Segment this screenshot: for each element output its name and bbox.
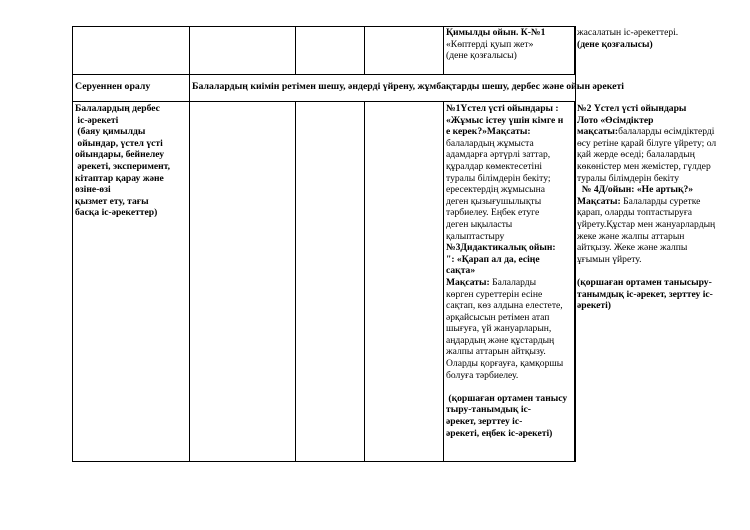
game3-body-line: аңдардың және құстардың [446, 334, 555, 346]
table-bottom-border [72, 461, 576, 462]
game2-goal-label: мақсаты: [577, 126, 619, 138]
row2-label: Серуеннен оралу [75, 81, 151, 92]
row1-col6-cell [577, 27, 747, 50]
game3-footer-line: әрекет, зерттеу іс- [446, 416, 523, 428]
game3-title-end: сақта» [446, 265, 476, 277]
game4-goal-label: Мақсаты: [577, 195, 621, 207]
game4-body-line: үйрету.Құстар мен жануарлардың [577, 218, 716, 230]
row3-col1-line: басқа іс-әрекеттер) [75, 207, 158, 219]
game3-body-line: сақтап, көз алдына елестете, [446, 300, 563, 312]
game3-footer-line: тыру-танымдық іс- [446, 404, 531, 416]
game3-body-line: жалпы аттарын айтқызу. [446, 346, 546, 358]
game3-body-line: шығуға, үй жануарларын, [446, 323, 552, 335]
game2-body-line: туралы білімдерін бекіту [577, 172, 680, 184]
game1-body-line: қалыптастыру [446, 230, 505, 242]
col2-right-border-lower [295, 101, 296, 462]
game1-body-line: ересектердің жұмысына [446, 184, 545, 196]
game3-goal-line [446, 277, 574, 289]
game2-goal-first: балаларды өсімдіктерді [618, 126, 715, 138]
game1-heading: №1Үстел үсті ойындары : [446, 103, 559, 114]
row3-col1-line: өзіне-өзі [75, 184, 111, 196]
game1-body-line: деген қызығушылықты [446, 195, 542, 207]
col3-right-border [364, 26, 365, 75]
game4-body-line: жеке және жалпы аттарын [577, 230, 685, 242]
row1-col6-line2: (дене қозғалысы) [577, 38, 653, 50]
game1-body-line: адамдарға әртүрлі заттар, [446, 149, 551, 161]
row3-col5-cell [446, 103, 574, 439]
game3-body-line: Оларды қорғауға, қамқоршы [446, 358, 564, 370]
game4-body-line: айтқызу. Жеке және жалпы [577, 242, 688, 254]
row3-col1-line: Балалардың дербес [75, 103, 160, 114]
row2-label-cell [75, 81, 187, 93]
row3-col1-line: ойындары, бейнелеу [75, 149, 165, 161]
row2-content-cell [192, 81, 748, 93]
col3-right-border-lower [364, 101, 365, 462]
game1-body-line: деген ықыласты [446, 218, 513, 230]
game3-title: ": «Қарап ал да, есіңе [446, 253, 540, 265]
col2-right-border [295, 26, 296, 75]
spacer [577, 265, 748, 277]
game4-heading: № 4Д/ойын: «Не артық?» [577, 184, 694, 196]
game3-body-line: көрген суреттерін есіне [446, 288, 543, 300]
game1-body-line: туралы білімдерін бекіту; [446, 172, 551, 184]
game1-title-end: е керек?»Мақсаты: [446, 126, 531, 138]
game2-heading: №2 Үстел үсті ойындары [577, 103, 687, 114]
game2-body-line: қай жерде өседі; балалардың [577, 149, 695, 161]
game1-body-line: тәрбиелеу. Еңбек етуге [446, 207, 540, 219]
game3-heading: №3Дидактикалық ойын: [446, 242, 556, 254]
row3-col1-cell [75, 103, 187, 219]
game4-footer-line: танымдық іс-әрекет, зерттеу іс- [577, 288, 713, 300]
col1-right-border [189, 26, 190, 462]
row3-col1-line: кітаптар қарау және [75, 172, 164, 184]
row3-col1-line: қызмет ету, тағы [75, 195, 149, 207]
row1-col5-title: Қимылды ойын. К-№1 [446, 27, 546, 38]
game1-body-line: құралдар көмектесетіні [446, 160, 543, 172]
row3-col1-line: ойындар, үстел үсті [75, 137, 163, 149]
row3-col6-cell [577, 103, 748, 312]
row1-col5-line2: (дене қозғалысы) [446, 50, 517, 62]
row3-col1-line: іс-әрекеті [75, 114, 119, 126]
row2-bottom-border [72, 101, 576, 102]
row1-col5-line1: «Көптерді қуып жет» [446, 38, 534, 50]
game2-title: Лото «Өсімдіктер [577, 114, 654, 126]
game2-body-line: көкөністер мен жемістер, гүлдер [577, 160, 711, 172]
row1-col6-line1: жасалатын іс-әрекеттері. [577, 27, 679, 38]
row3-col1-line: әрекеті, эксперимент, [75, 160, 171, 172]
game1-title: «Жұмыс істеу үшін кімге н [446, 114, 564, 126]
game4-body-line: ұғымын үйрету. [577, 253, 642, 265]
row1-bottom-border [72, 74, 576, 75]
game3-goal-label: Мақсаты: [446, 276, 490, 288]
game4-goal-first: Балаларды суретке [620, 195, 701, 207]
row2-content: Балалардың киімін ретімен шешу, әндерді үйрену, жұмбақтарды шешу, дербес және ойын әрекеті [192, 81, 624, 92]
game4-body-line: қарап, оларды топтастыруға [577, 207, 693, 219]
game3-footer-line: әрекеті, еңбек іс-әрекеті) [446, 427, 553, 439]
game3-goal-first: Балаларды [489, 276, 537, 288]
col4-right-border [443, 26, 444, 75]
game4-footer-line: (қоршаған ортамен танысыру- [577, 276, 712, 288]
game2-body-line: өсу ретіне қарай білуге үйрету; ол [577, 137, 717, 149]
spacer [446, 381, 574, 393]
game3-footer-line: (қоршаған ортамен танысу [446, 392, 568, 404]
game4-footer-line: әрекеті) [577, 300, 611, 312]
row3-col1-line: (баяу қимылды [75, 126, 146, 138]
game1-body-line: балалардың жұмыста [446, 137, 534, 149]
table-left-border [72, 26, 73, 462]
col4-right-border-lower [443, 101, 444, 462]
game3-body-line: әрқайсысын ретімен атап [446, 311, 550, 323]
game2-goal-line [577, 126, 748, 138]
game4-goal-line [577, 196, 748, 208]
row1-col5-cell [446, 27, 573, 62]
game3-body-line: болуға тәрбиелеу. [446, 369, 519, 381]
